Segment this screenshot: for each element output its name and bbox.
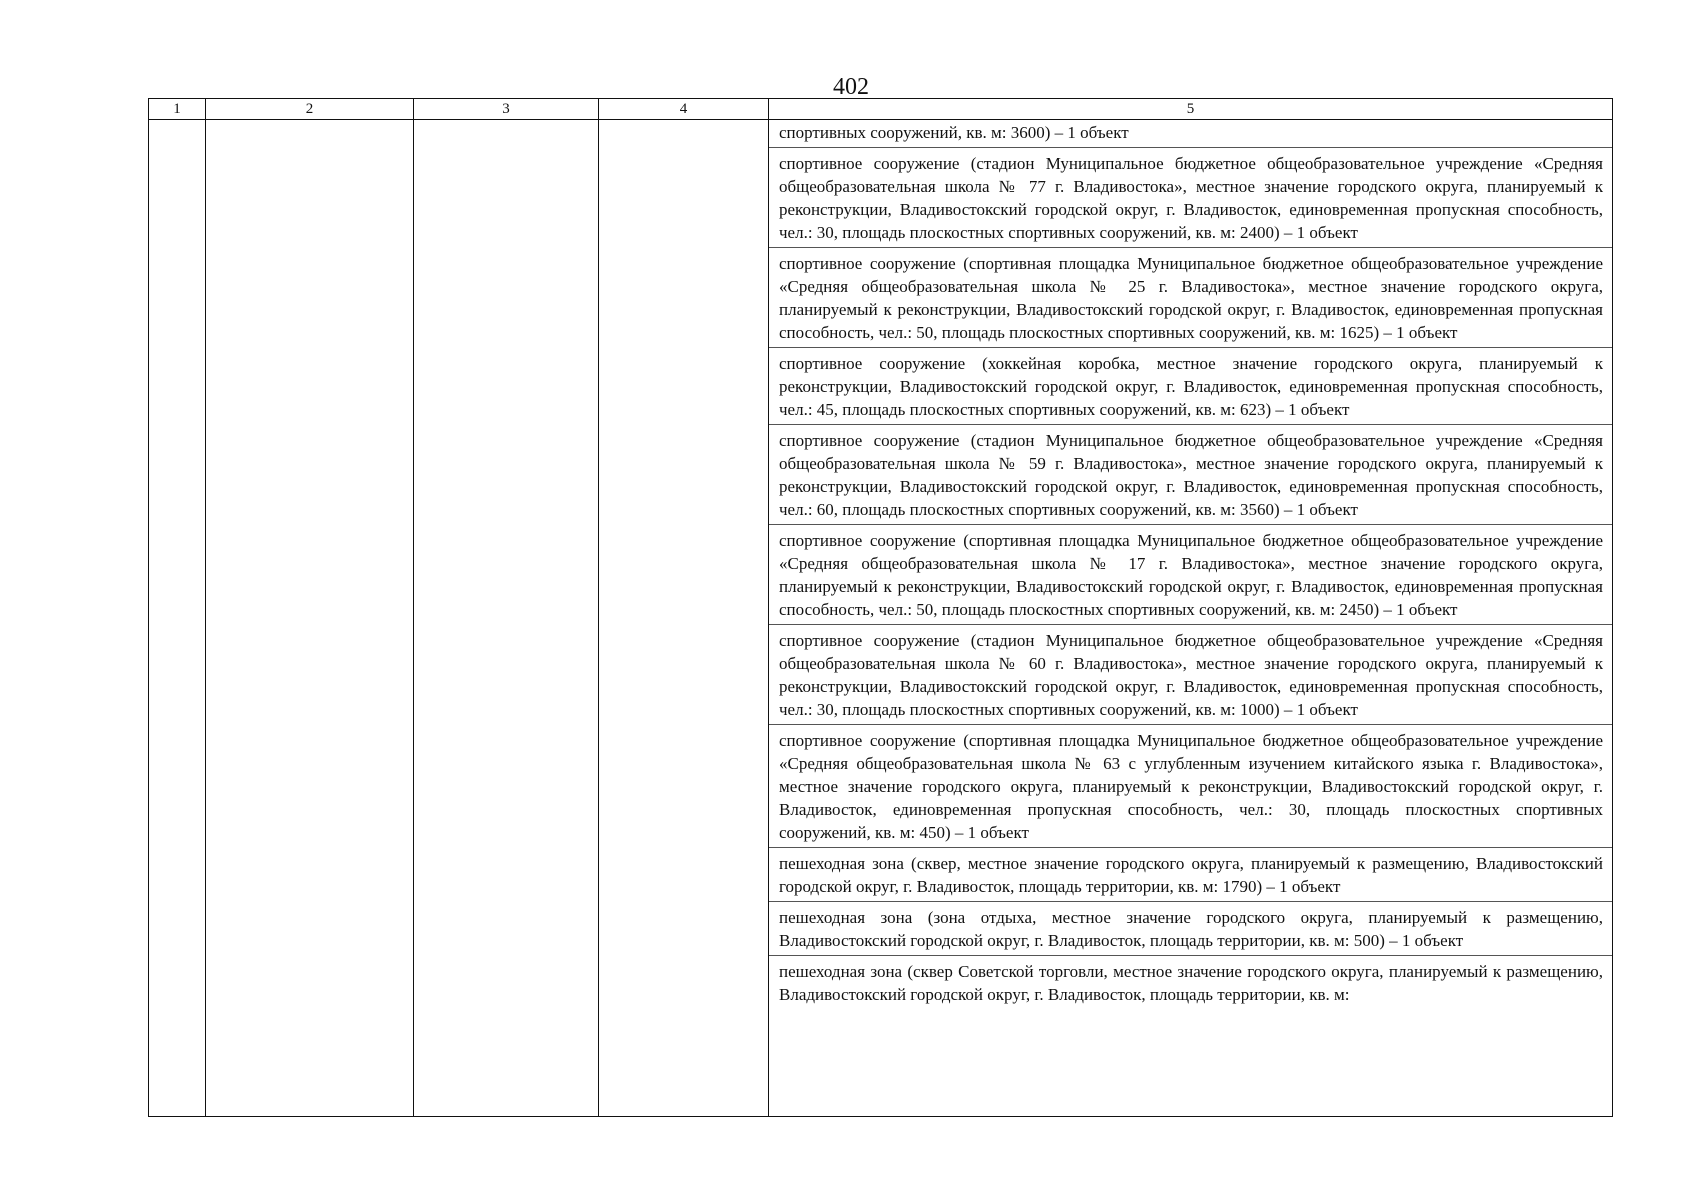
objects-table	[148, 98, 1613, 1117]
column-number-5: 5	[769, 99, 1613, 120]
list-item: спортивное сооружение (стадион Муниципальное бюджетное общеобразовательное учреждение «Средняя общеобразовательная школа № 60 г. Владивостока», местное значение городского округа, планируемый к реконструкции, Владивостокский городской округ, г. Владивосток, единовременная пропускная способность, чел.: 30, площадь плоскостных спортивных сооружений, кв. м: 1000) – 1 объект	[769, 629, 1612, 725]
cell-col-4	[599, 120, 769, 1117]
list-item: спортивное сооружение (спортивная площадка Муниципальное бюджетное общеобразовательное учреждение «Средняя общеобразовательная школа № 63 с углубленным изучением китайского языка г. Владивостока», местное значение городского округа, планируемый к реконструкции, Владивостокский городской округ, г. Владивосток, единовременная пропускная способность, чел.: 30, площадь плоскостных спортивных сооружений, кв. м: 450) – 1 объект	[769, 729, 1612, 848]
list-item: пешеходная зона (сквер Советской торговли, местное значение городского округа, планируемый к размещению, Владивостокский городской округ, г. Владивосток, площадь территории, кв. м:	[779, 962, 1603, 1004]
column-number-2: 2	[206, 99, 414, 120]
column-number-1: 1	[149, 99, 206, 120]
list-item: спортивное сооружение (хоккейная коробка, местное значение городского округа, планируемый к реконструкции, Владивостокский городской округ, г. Владивосток, единовременная пропускная способность, чел.: 45, площадь плоскостных спортивных сооружений, кв. м: 623) – 1 объект	[769, 352, 1612, 425]
cell-col-3	[414, 120, 599, 1117]
list-item: спортивное сооружение (спортивная площадка Муниципальное бюджетное общеобразовательное учреждение «Средняя общеобразовательная школа № 17 г. Владивостока», местное значение городского округа, планируемый к реконструкции, Владивостокский городской округ, г. Владивосток, единовременная пропускная способность, чел.: 50, площадь плоскостных спортивных сооружений, кв. м: 2450) – 1 объект	[769, 529, 1612, 625]
cell-col-5	[769, 120, 1613, 1117]
list-item: пешеходная зона (зона отдыха, местное значение городского округа, планируемый к размещению, Владивостокский городской округ, г. Владивосток, площадь территории, кв. м: 500) – 1 объект	[769, 906, 1612, 956]
cell-col-1	[149, 120, 206, 1117]
column-number-4: 4	[599, 99, 769, 120]
list-item: спортивное сооружение (стадион Муниципальное бюджетное общеобразовательное учреждение «Средняя общеобразовательная школа № 77 г. Владивостока», местное значение городского округа, планируемый к реконструкции, Владивостокский городской округ, г. Владивосток, единовременная пропускная способность, чел.: 30, площадь плоскостных спортивных сооружений, кв. м: 2400) – 1 объект	[769, 152, 1612, 248]
cell-col-2	[206, 120, 414, 1117]
column-number-row	[149, 99, 1613, 120]
list-item: пешеходная зона (сквер, местное значение городского округа, планируемый к размещению, Владивостокский городской округ, г. Владивосток, площадь территории, кв. м: 1790) – 1 объект	[769, 852, 1612, 902]
column-number-3: 3	[414, 99, 599, 120]
table-row	[149, 120, 1613, 1117]
page-number: 402	[833, 74, 869, 100]
list-item: спортивное сооружение (стадион Муниципальное бюджетное общеобразовательное учреждение «Средняя общеобразовательная школа № 59 г. Владивостока», местное значение городского округа, планируемый к реконструкции, Владивостокский городской округ, г. Владивосток, единовременная пропускная способность, чел.: 60, площадь плоскостных спортивных сооружений, кв. м: 3560) – 1 объект	[769, 429, 1612, 525]
list-item: спортивных сооружений, кв. м: 3600) – 1 объект	[769, 120, 1612, 148]
entry-list	[769, 120, 1612, 1116]
list-item: спортивное сооружение (спортивная площадка Муниципальное бюджетное общеобразовательное учреждение «Средняя общеобразовательная школа № 25 г. Владивостока», местное значение городского округа, планируемый к реконструкции, Владивостокский городской округ, г. Владивосток, единовременная пропускная способность, чел.: 50, площадь плоскостных спортивных сооружений, кв. м: 1625) – 1 объект	[769, 252, 1612, 348]
